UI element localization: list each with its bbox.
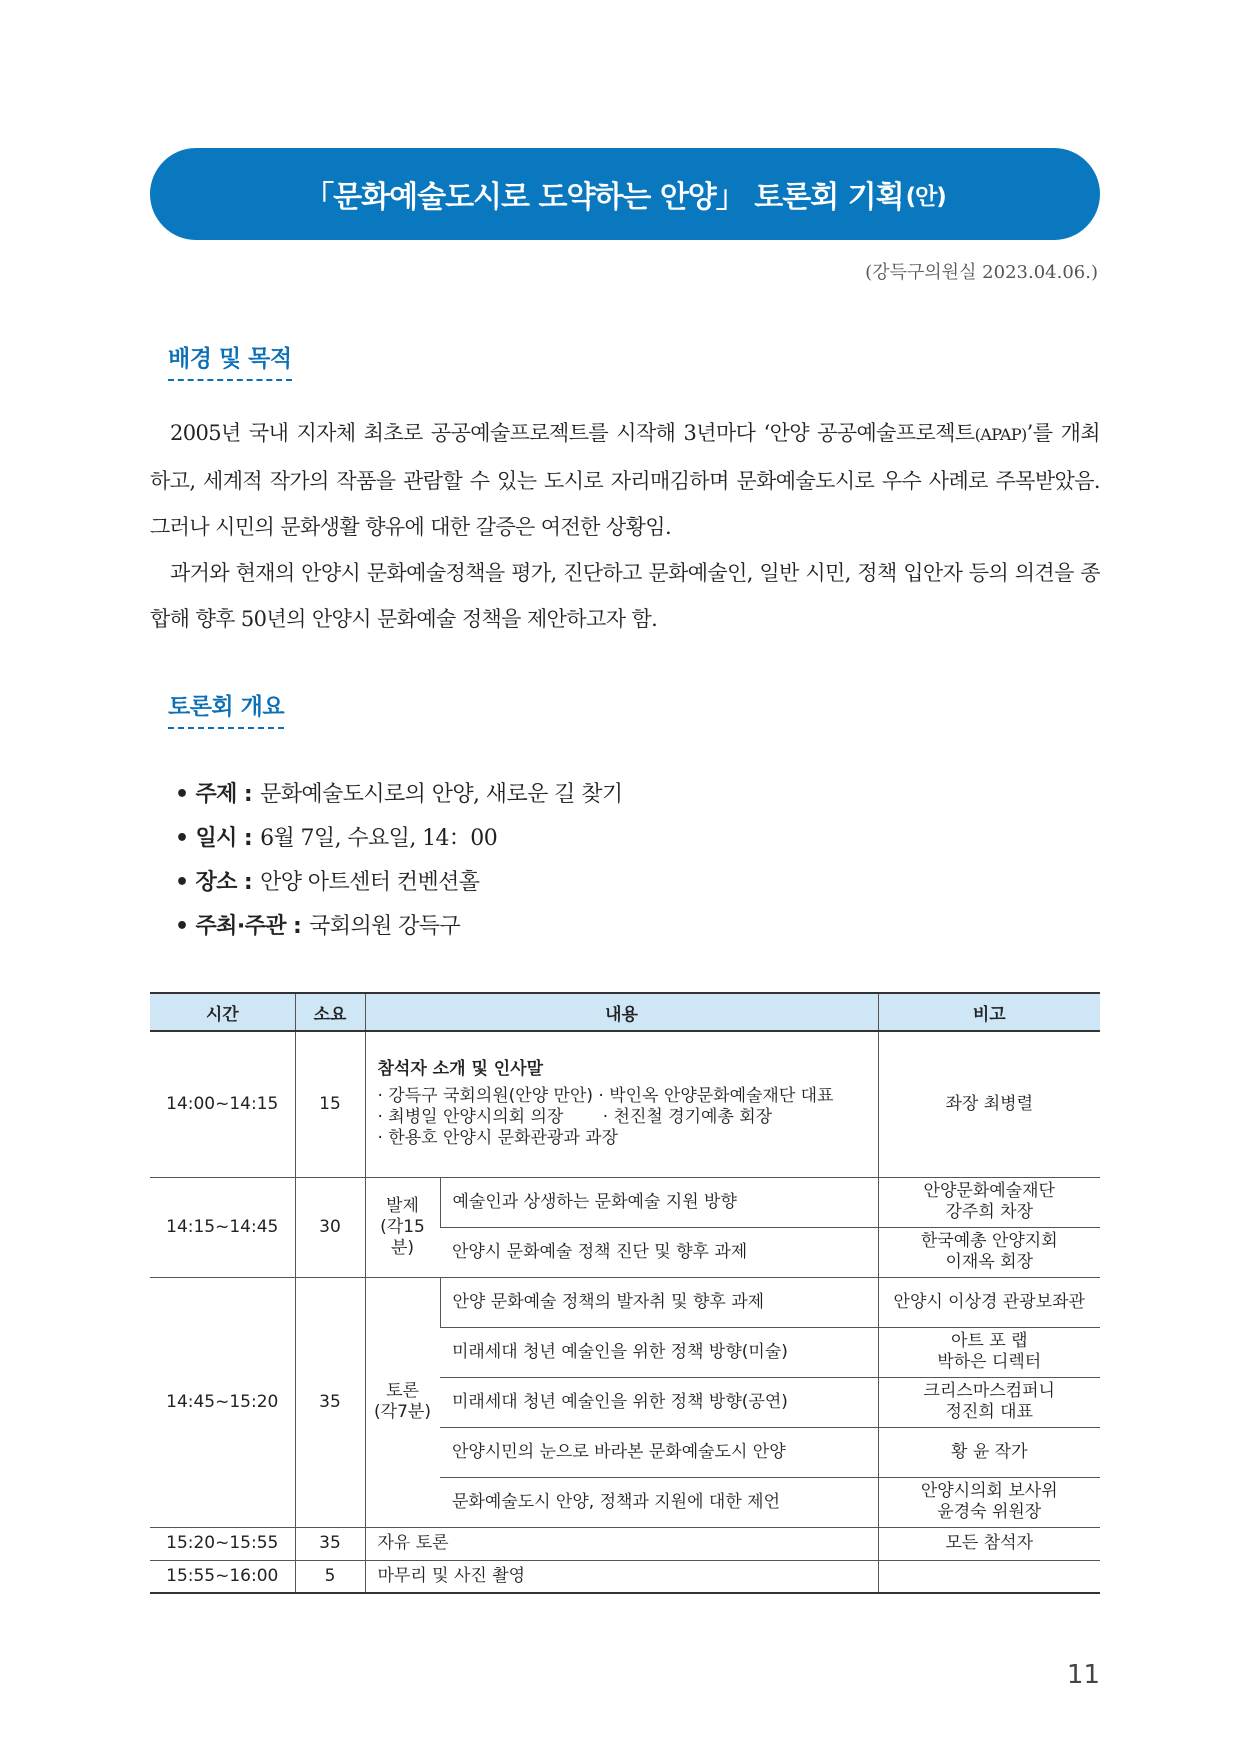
table-row	[150, 1031, 1100, 1177]
paragraph-1-part-a: 2005년 국내 지자체 최초로 공공예술프로젝트를 시작해 3년마다 ‘안양 공공예술프로젝트	[170, 421, 975, 445]
schedule-table	[150, 992, 1100, 1594]
intro-title: 참석자 소개 및 인사말	[377, 1059, 544, 1080]
intro-line: · 최병일 안양시의회 의장 · 천진철 경기예총 회장	[377, 1107, 773, 1128]
section-heading-overview: 토론회 개요	[168, 688, 284, 729]
cell-note: 모든 참석자	[878, 1527, 1100, 1560]
note-line: 정진희 대표	[945, 1402, 1033, 1422]
cell-content: 안양시 문화예술 정책 진단 및 향후 과제	[440, 1227, 878, 1277]
cell-content: 자유 토론	[365, 1527, 878, 1560]
cell-type	[365, 1177, 440, 1277]
note-line: 안양문화예술재단	[923, 1181, 1055, 1201]
cell-intro-content	[365, 1031, 878, 1177]
section-heading-background: 배경 및 목적	[168, 340, 292, 381]
table-row	[150, 1560, 1100, 1593]
page-number: 11	[1066, 1660, 1100, 1690]
cell-content: 미래세대 청년 예술인을 위한 정책 방향(미술)	[440, 1327, 878, 1377]
cell-duration: 5	[295, 1560, 365, 1593]
header-note: 비고	[878, 993, 1100, 1031]
cell-note: 좌장 최병렬	[878, 1031, 1100, 1177]
document-title: 「문화예술도시로 도약하는 안양」 토론회 기획	[304, 180, 904, 215]
cell-note	[878, 1177, 1100, 1227]
source-note: (강득구의원실 2023.04.06.)	[865, 262, 1098, 283]
title-suffix: (안)	[905, 183, 946, 210]
title-banner	[150, 148, 1100, 240]
overview-item-venue	[175, 858, 623, 902]
cell-duration: 35	[295, 1527, 365, 1560]
cell-duration: 15	[295, 1031, 365, 1177]
cell-content: 문화예술도시 안양, 정책과 지원에 대한 제언	[440, 1477, 878, 1527]
cell-note	[878, 1377, 1100, 1427]
cell-content: 안양 문화예술 정책의 발자취 및 향후 과제	[440, 1277, 878, 1327]
note-line: 윤경숙 위원장	[937, 1502, 1042, 1522]
overview-item-topic	[175, 770, 623, 814]
overview-item-host	[175, 902, 623, 946]
cell-note	[878, 1477, 1100, 1527]
type-sub: (각7분)	[374, 1402, 431, 1422]
note-line: 황 윤 작가	[951, 1441, 1028, 1462]
paragraph-1	[150, 410, 1100, 550]
overview-label: • 장소 :	[175, 865, 252, 896]
overview-label: • 일시 :	[175, 821, 252, 852]
cell-time: 15:20~15:55	[150, 1527, 295, 1560]
overview-value: 문화예술도시로의 안양, 새로운 길 찾기	[260, 781, 623, 807]
background-paragraphs	[150, 410, 1100, 642]
table-row	[150, 1277, 1100, 1327]
paragraph-2: 과거와 현재의 안양시 문화예술정책을 평가, 진단하고 문화예술인, 일반 시민, 정책 입안자 등의 의견을 종합해 향후 50년의 안양시 문화예술 정책을 제안하고자 함.	[150, 561, 1100, 631]
note-line: 크리스마스컴퍼니	[923, 1381, 1055, 1401]
type-sub: (각15분)	[380, 1216, 425, 1258]
note-line: 안양시의회 보사위	[920, 1481, 1058, 1501]
cell-note	[878, 1327, 1100, 1377]
note-line: 박하은 디렉터	[937, 1352, 1042, 1372]
overview-list	[175, 770, 623, 946]
table-row	[150, 1177, 1100, 1227]
note-line: 안양시 이상경 관광보좌관	[893, 1291, 1085, 1312]
header-time: 시간	[150, 993, 295, 1031]
overview-value: 국회의원 강득구	[309, 913, 461, 939]
overview-label: • 주최·주관 :	[175, 909, 301, 940]
cell-time: 14:00~14:15	[150, 1031, 295, 1177]
paragraph-1-part-b: ’를 개최하고, 세계적 작가의 작품을 관람할 수 있는 도시로 자리매김하며 문화예술도시로 우수 사례로 주목받았음. 그러나 시민의 문화생활 향유에 대한 갈증은 여전한 상황임.	[150, 421, 1100, 539]
intro-line: · 한용호 안양시 문화관광과 과장	[377, 1128, 619, 1149]
note-line: 강주희 차장	[945, 1202, 1033, 1222]
cell-time: 15:55~16:00	[150, 1560, 295, 1593]
cell-note	[878, 1277, 1100, 1327]
cell-duration: 30	[295, 1177, 365, 1277]
table-row	[150, 1527, 1100, 1560]
intro-line: · 강득구 국회의원(안양 만안) · 박인옥 안양문화예술재단 대표	[377, 1086, 834, 1107]
table-header-row	[150, 993, 1100, 1031]
note-line: 이재옥 회장	[945, 1252, 1033, 1272]
header-content: 내용	[365, 993, 878, 1031]
cell-time: 14:15~14:45	[150, 1177, 295, 1277]
overview-value: 안양 아트센터 컨벤션홀	[260, 869, 480, 895]
cell-note	[878, 1227, 1100, 1277]
overview-item-date	[175, 814, 623, 858]
type-label: 토론	[386, 1381, 419, 1401]
cell-content: 예술인과 상생하는 문화예술 지원 방향	[440, 1177, 878, 1227]
cell-type	[365, 1277, 440, 1527]
cell-note	[878, 1427, 1100, 1477]
paragraph-1-apap: (APAP)	[974, 425, 1027, 444]
note-line: 한국예총 안양지회	[920, 1231, 1058, 1251]
cell-time: 14:45~15:20	[150, 1277, 295, 1527]
cell-duration: 35	[295, 1277, 365, 1527]
cell-content: 마무리 및 사진 촬영	[365, 1560, 878, 1593]
cell-note	[878, 1560, 1100, 1593]
cell-content: 미래세대 청년 예술인을 위한 정책 방향(공연)	[440, 1377, 878, 1427]
note-line: 아트 포 랩	[951, 1331, 1028, 1351]
type-label: 발제	[386, 1195, 419, 1216]
cell-content: 안양시민의 눈으로 바라본 문화예술도시 안양	[440, 1427, 878, 1477]
overview-value: 6월 7일, 수요일, 14：00	[260, 825, 498, 851]
overview-label: • 주제 :	[175, 777, 252, 808]
header-duration: 소요	[295, 993, 365, 1031]
